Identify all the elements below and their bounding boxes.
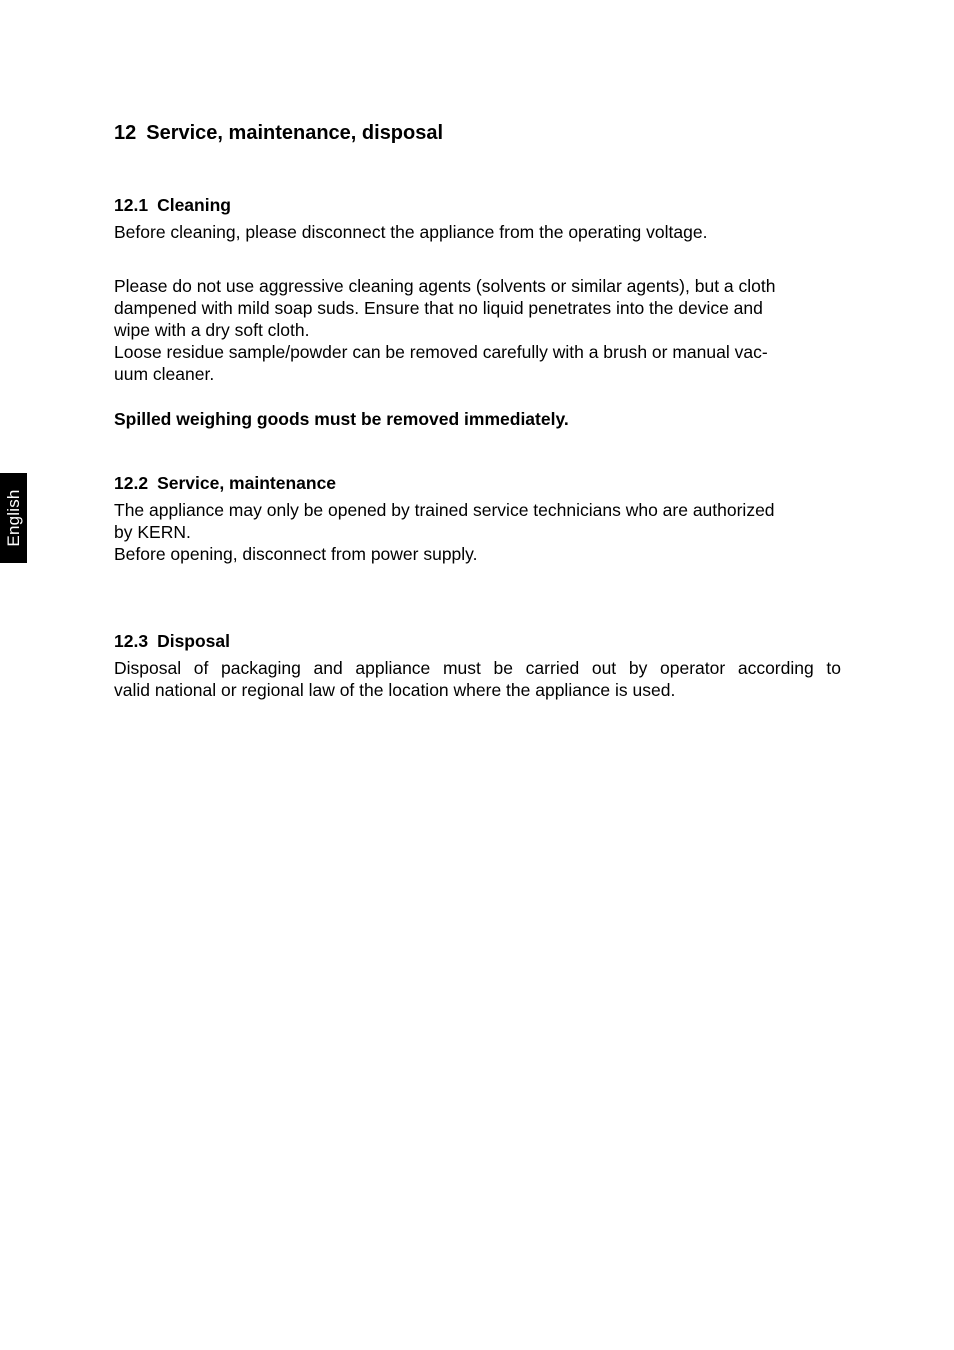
- section-number-disposal: 12.3: [114, 631, 149, 651]
- language-side-tab-label: English: [3, 489, 23, 547]
- section-title-disposal: Disposal: [157, 631, 231, 651]
- section-heading-disposal: [114, 631, 230, 652]
- cleaning-warning: Spilled weighing goods must be removed immediately.: [114, 409, 569, 429]
- disposal-paragraph: Disposal of packaging and appliance must be carried out by operator according to valid national or regional law of the location where the appliance is used.: [114, 658, 841, 700]
- section-heading-cleaning: [114, 195, 231, 216]
- section-number-service: 12.2: [114, 473, 149, 493]
- cleaning-paragraph-disconnect: Before cleaning, please disconnect the appliance from the operating voltage.: [114, 222, 708, 242]
- service-paragraph: The appliance may only be opened by trained service technicians who are authorized by KERN. Before opening, disconnect from power supply.: [114, 500, 775, 564]
- section-number-cleaning: 12.1: [114, 195, 149, 215]
- section-heading-service: [114, 473, 336, 494]
- chapter-heading: [114, 122, 443, 145]
- language-side-tab: [0, 473, 27, 563]
- chapter-title: Service, maintenance, disposal: [146, 122, 444, 144]
- chapter-number: 12: [114, 122, 137, 144]
- section-title-cleaning: Cleaning: [157, 195, 231, 215]
- cleaning-paragraph-agents: Please do not use aggressive cleaning agents (solvents or similar agents), but a cloth dampened with mild soap suds. Ensure that no liquid penetrates into the device and wipe with a dry soft cloth. Loose residue sample/powder can be removed carefully with a brush or manual vac- uum cleaner.: [114, 276, 776, 384]
- section-title-service: Service, maintenance: [157, 473, 337, 493]
